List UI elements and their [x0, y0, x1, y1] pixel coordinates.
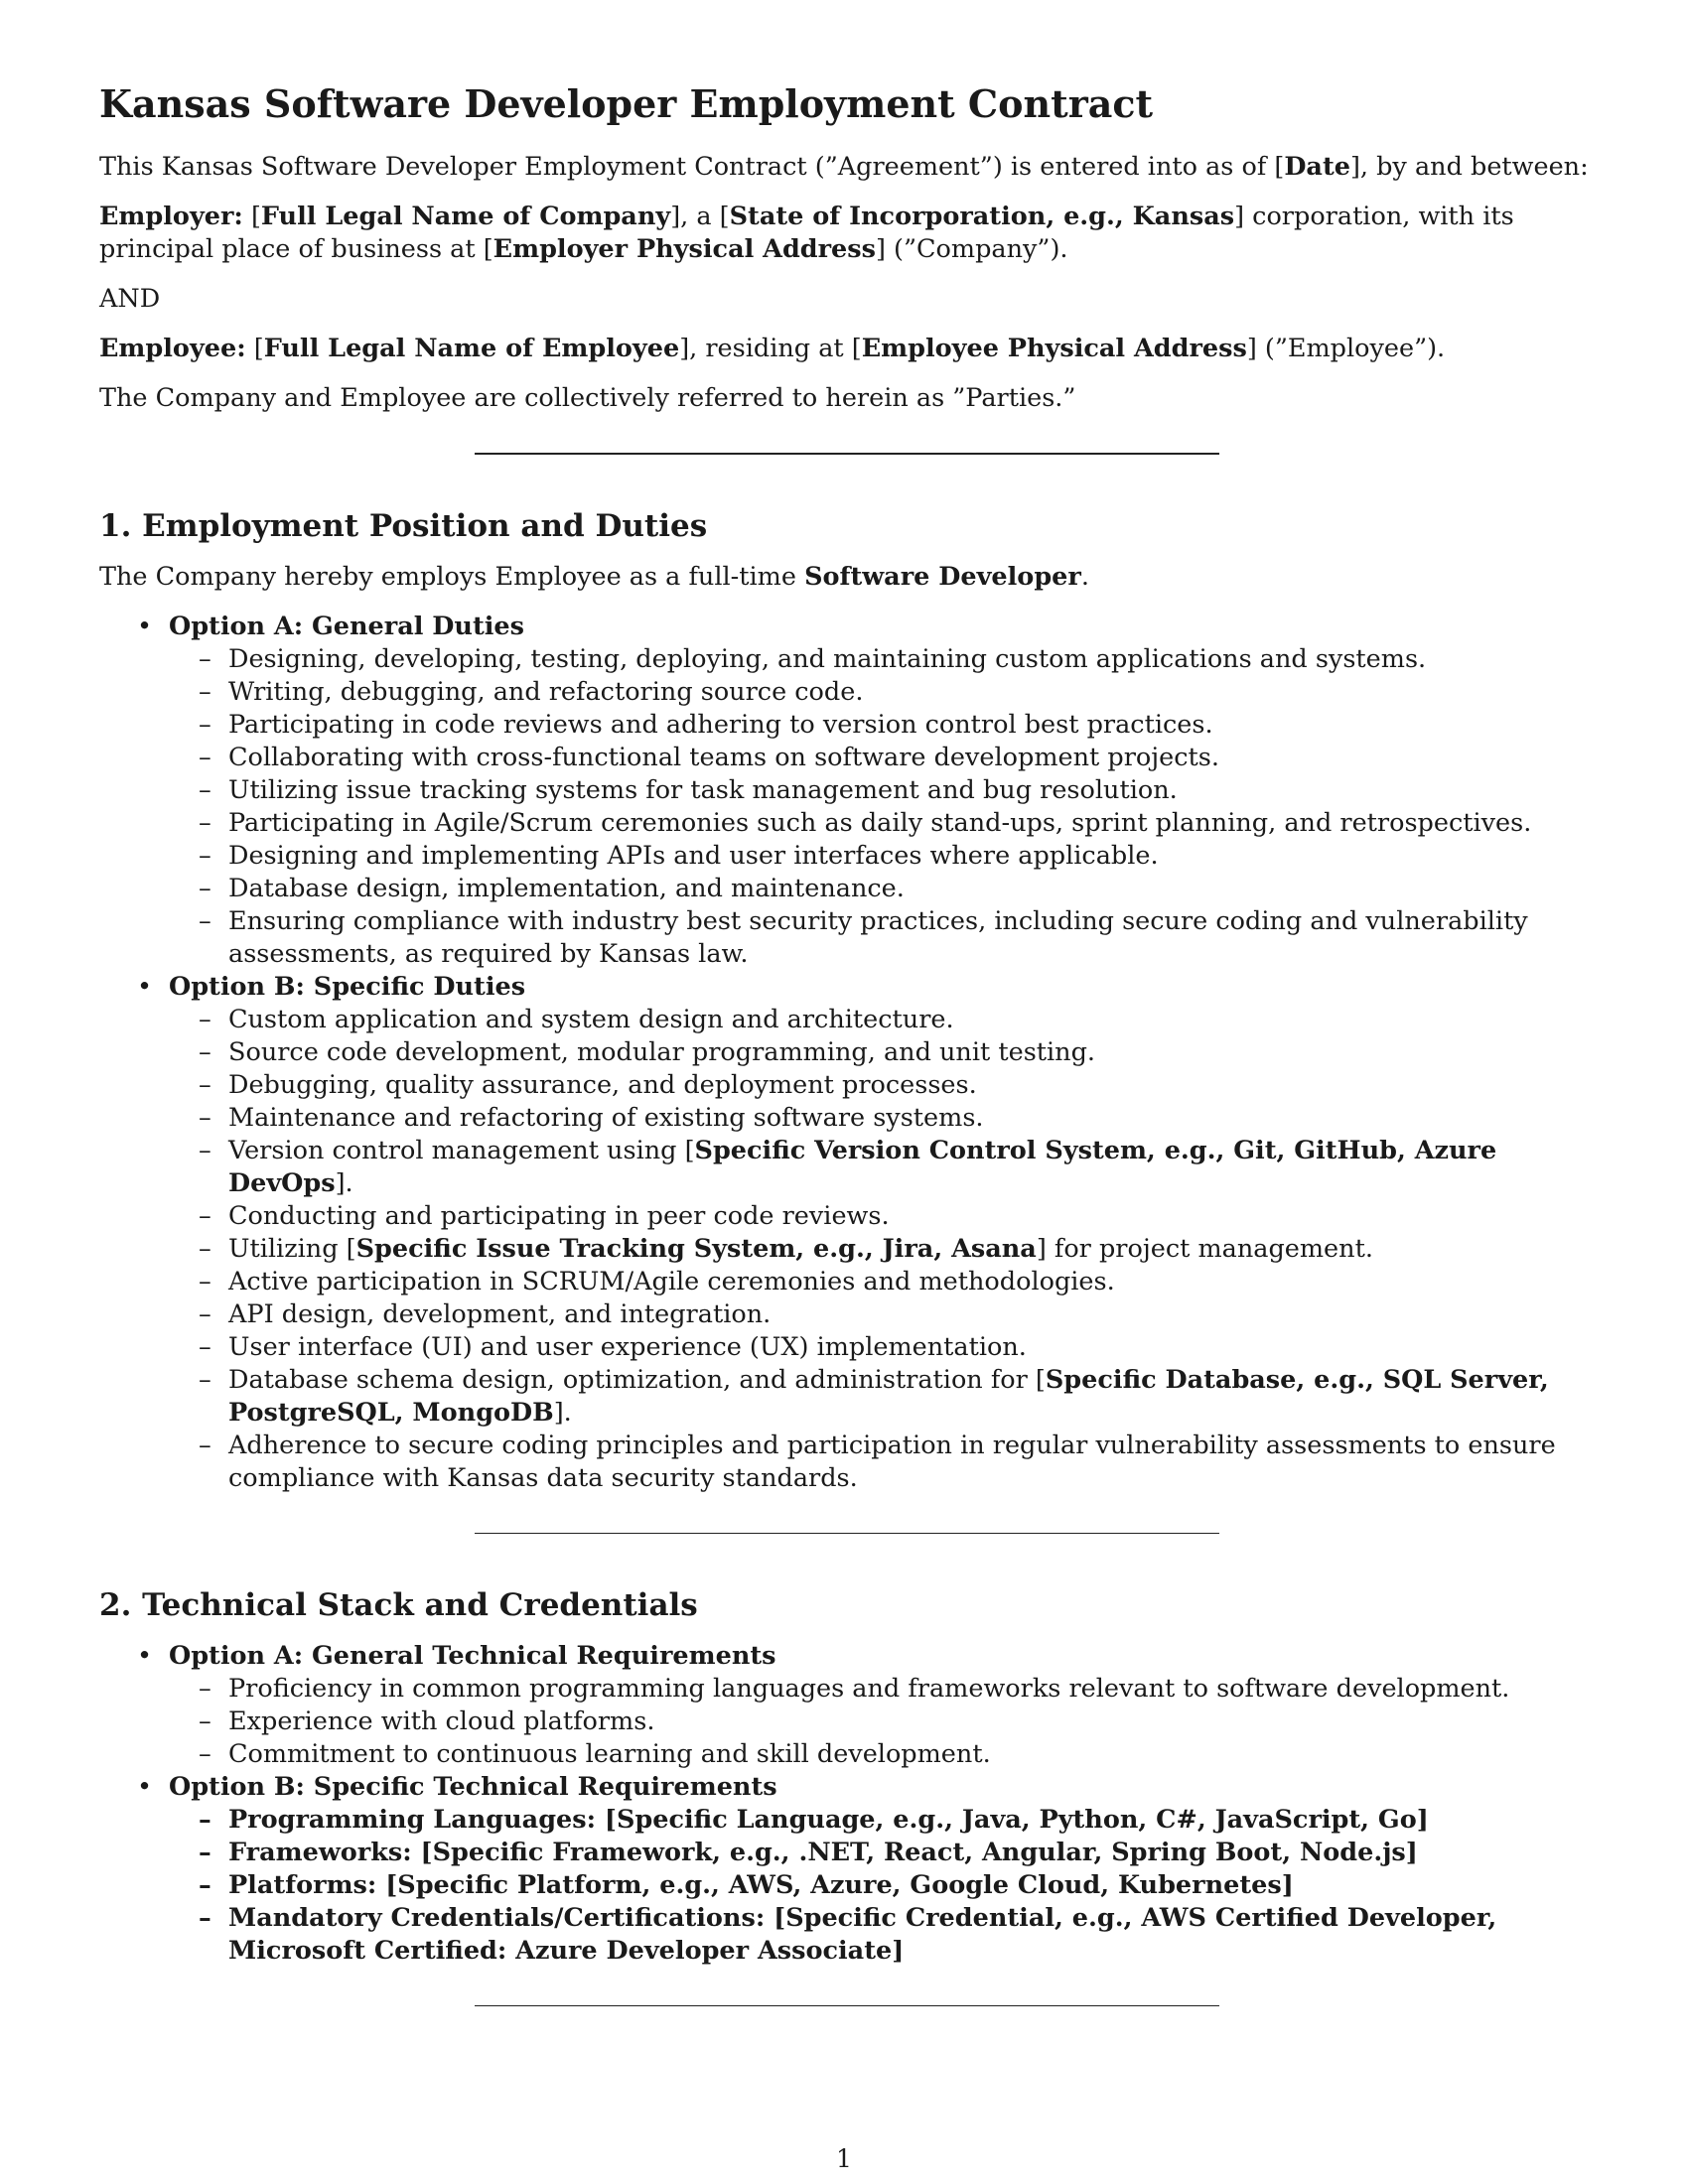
list-item: – Maintenance and refactoring of existing software systems. [169, 1102, 1594, 1135]
document-title: Kansas Software Developer Employment Contract [99, 81, 1154, 126]
section-2-options [99, 1640, 1594, 1968]
employee-paragraph: Employee: [Full Legal Name of Employee], residing at [Employee Physical Address] (”Employee”). [99, 334, 1446, 363]
list-item: – Mandatory Credentials/Certifications: [Specific Credential, e.g., AWS Certified Developer, Microsoft Certified: Azure Developer Associate] [169, 1902, 1594, 1968]
option-a-label: Option A: General Technical Requirements [169, 1641, 776, 1671]
option-a-general-duties [99, 611, 1594, 971]
parties-paragraph: The Company and Employee are collectively referred to herein as ”Parties.” [99, 383, 1076, 413]
list-item: – Ensuring compliance with industry best security practices, including secure coding and vulnerability assessments, as required by Kansas law. [169, 905, 1594, 971]
section-1-intro: The Company hereby employs Employee as a full-time Software Developer. [99, 562, 1089, 592]
employee-address-placeholder: Employee Physical Address [861, 334, 1247, 363]
option-b-duties-list [169, 1004, 1594, 1495]
list-item: – Database schema design, optimization, and administration for [Specific Database, e.g., SQL Server, PostgreSQL, MongoDB]. [169, 1364, 1594, 1430]
list-item: – Proficiency in common programming languages and frameworks relevant to software development. [169, 1673, 1594, 1706]
page-number: 1 [836, 2144, 852, 2173]
list-item: – Adherence to secure coding principles and participation in regular vulnerability assessments to ensure compliance with Kansas data security standards. [169, 1430, 1594, 1495]
section-2-heading: 2. Technical Stack and Credentials [99, 1587, 698, 1623]
list-item: – Utilizing issue tracking systems for task management and bug resolution. [169, 774, 1594, 807]
option-a-duties-list [169, 643, 1594, 971]
list-item: – API design, development, and integration. [169, 1298, 1594, 1331]
employee-name-placeholder: Full Legal Name of Employee [263, 334, 680, 363]
list-item: – Designing and implementing APIs and user interfaces where applicable. [169, 840, 1594, 873]
employer-label: Employer: [99, 202, 243, 231]
list-item: – Participating in code reviews and adhering to version control best practices. [169, 709, 1594, 742]
and-text: AND [99, 284, 161, 314]
section-divider [475, 1533, 1219, 1534]
list-item: – Source code development, modular programming, and unit testing. [169, 1036, 1594, 1069]
employer-address-placeholder: Employer Physical Address [492, 234, 876, 264]
company-name-placeholder: Full Legal Name of Company [260, 202, 671, 231]
option-a-requirements-list [169, 1673, 1594, 1771]
option-b-label: Option B: Specific Technical Requirements [169, 1772, 777, 1802]
credential-placeholder: Specific Credential, e.g., AWS Certified Developer, Microsoft Certified: Azure Developer Associate [228, 1903, 1497, 1966]
list-item: – Writing, debugging, and refactoring source code. [169, 676, 1594, 709]
list-item: – Participating in Agile/Scrum ceremonies such as daily stand-ups, sprint planning, and retrospectives. [169, 807, 1594, 840]
list-item: – Version control management using [Specific Version Control System, e.g., Git, GitHub, Azure DevOps]. [169, 1135, 1594, 1200]
list-item: – Platforms: [Specific Platform, e.g., AWS, Azure, Google Cloud, Kubernetes] [169, 1869, 1594, 1902]
list-item: – Commitment to continuous learning and skill development. [169, 1738, 1594, 1771]
section-1-options [99, 611, 1594, 1495]
contract-page [99, 81, 1594, 2058]
list-item: – Database design, implementation, and maintenance. [169, 873, 1594, 905]
option-b-label: Option B: Specific Duties [169, 972, 526, 1002]
list-item: – Conducting and participating in peer code reviews. [169, 1200, 1594, 1233]
state-placeholder: State of Incorporation, e.g., Kansas [729, 202, 1235, 231]
list-item: – Collaborating with cross-functional teams on software development projects. [169, 742, 1594, 774]
section-divider [475, 2005, 1219, 2006]
date-placeholder: Date [1284, 152, 1350, 182]
list-item: – Frameworks: [Specific Framework, e.g., .NET, React, Angular, Spring Boot, Node.js] [169, 1837, 1594, 1869]
list-item: – Debugging, quality assurance, and deployment processes. [169, 1069, 1594, 1102]
list-item: – Experience with cloud platforms. [169, 1706, 1594, 1738]
database-placeholder: Specific Database, e.g., SQL Server, PostgreSQL, MongoDB [228, 1365, 1549, 1428]
employer-paragraph: Employer: [Full Legal Name of Company], a [State of Incorporation, e.g., Kansas] corporation, with its principal place of business at [Employer Physical Address] (”Company”). [99, 202, 1514, 264]
role-title: Software Developer [804, 562, 1081, 592]
section-1-heading: 1. Employment Position and Duties [99, 508, 708, 544]
platform-placeholder: Specific Platform, e.g., AWS, Azure, Google Cloud, Kubernetes [397, 1870, 1282, 1900]
option-b-technical-requirements [99, 1771, 1594, 1968]
list-item: – Utilizing [Specific Issue Tracking System, e.g., Jira, Asana] for project management. [169, 1233, 1594, 1266]
list-item: – Active participation in SCRUM/Agile ceremonies and methodologies. [169, 1266, 1594, 1298]
list-item: – User interface (UI) and user experience (UX) implementation. [169, 1331, 1594, 1364]
section-divider [475, 453, 1219, 455]
option-a-technical-requirements [99, 1640, 1594, 1771]
option-a-label: Option A: General Duties [169, 612, 524, 641]
list-item: – Custom application and system design and architecture. [169, 1004, 1594, 1036]
vcs-placeholder: Specific Version Control System, e.g., Git, GitHub, Azure DevOps [228, 1136, 1497, 1198]
option-b-specific-duties [99, 971, 1594, 1495]
language-placeholder: Specific Language, e.g., Java, Python, C#, JavaScript, Go [616, 1805, 1417, 1835]
option-b-requirements-list [169, 1804, 1594, 1968]
intro-paragraph: This Kansas Software Developer Employment Contract (”Agreement”) is entered into as of [Date], by and between: [99, 152, 1589, 182]
issue-tracker-placeholder: Specific Issue Tracking System, e.g., Jira, Asana [355, 1234, 1037, 1264]
list-item: – Designing, developing, testing, deploying, and maintaining custom applications and systems. [169, 643, 1594, 676]
list-item: – Programming Languages: [Specific Language, e.g., Java, Python, C#, JavaScript, Go] [169, 1804, 1594, 1837]
framework-placeholder: Specific Framework, e.g., .NET, React, Angular, Spring Boot, Node.js [432, 1838, 1406, 1867]
employee-label: Employee: [99, 334, 246, 363]
